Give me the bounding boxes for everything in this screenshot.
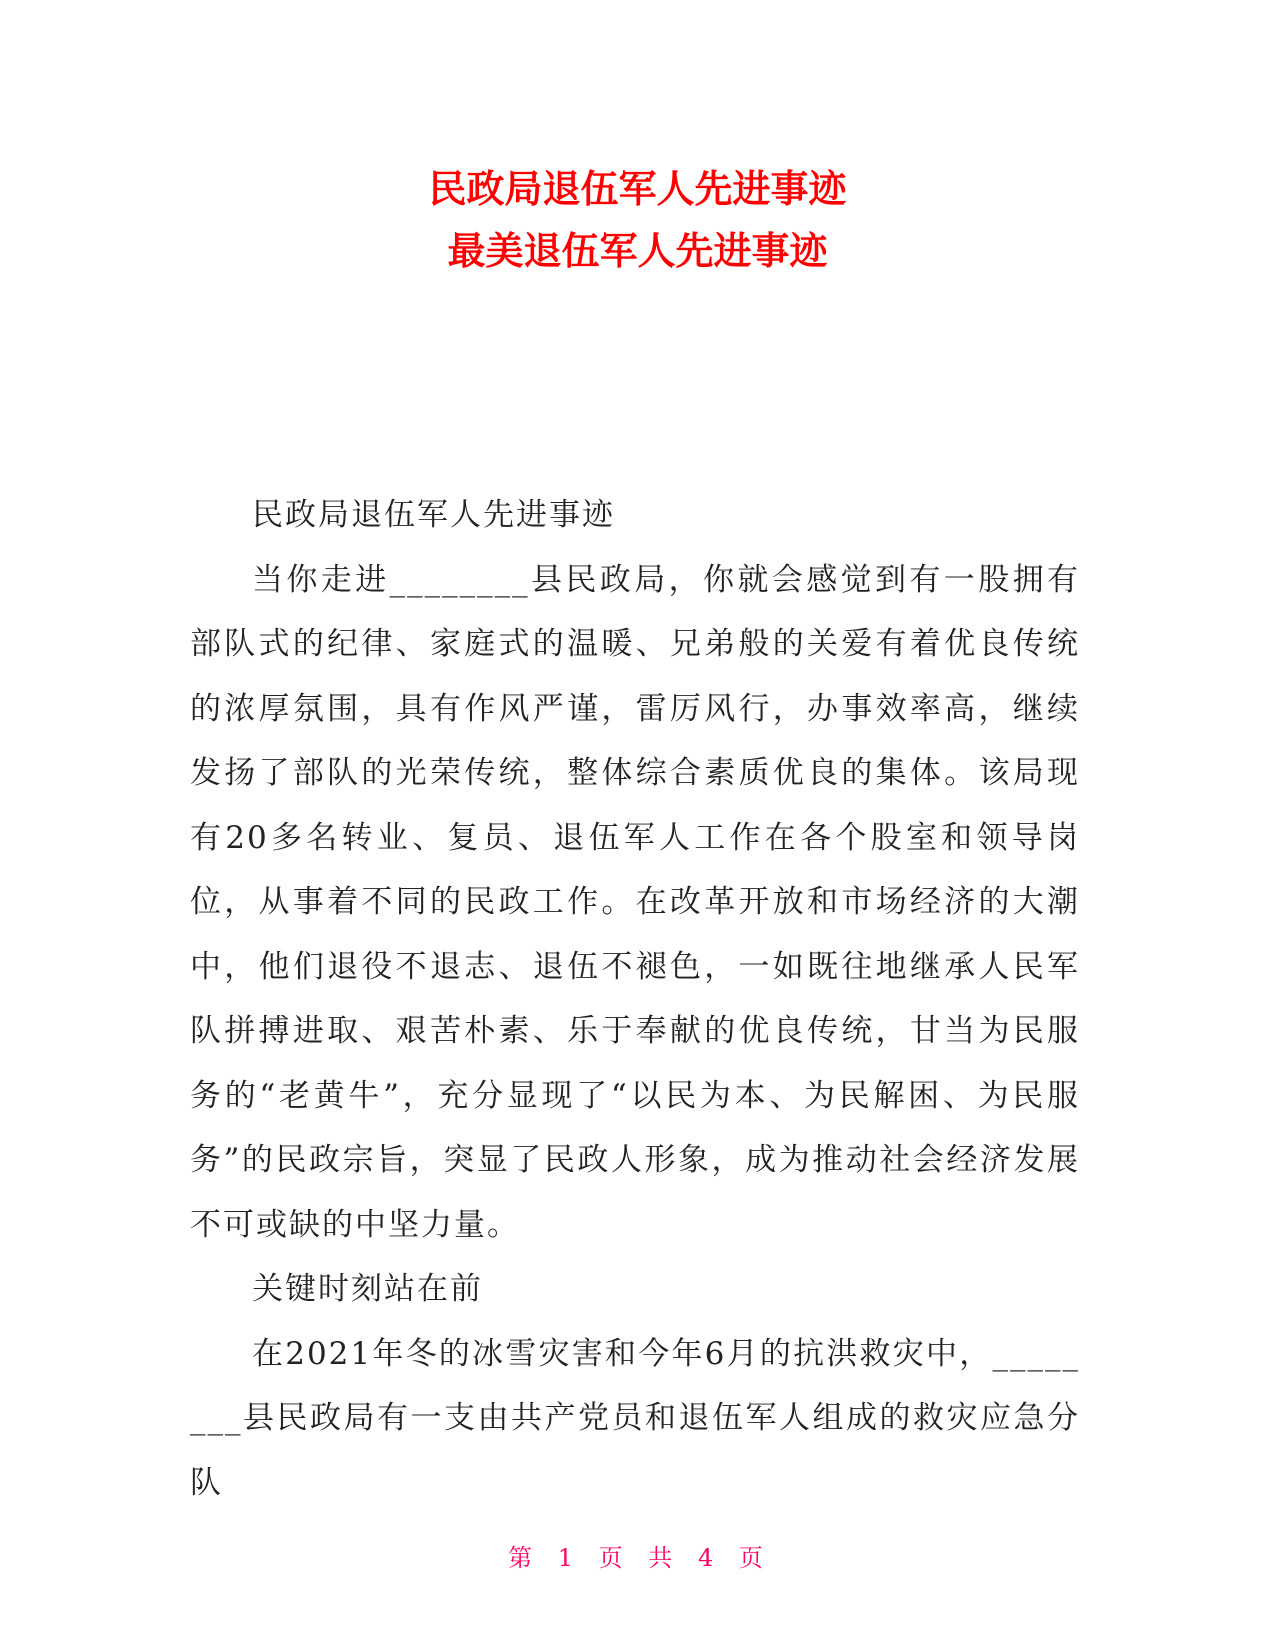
paragraph-intro: 当你走进________县民政局，你就会感觉到有一股拥有部队式的纪律、家庭式的温暖、兄弟般的关爱有着优良传统的浓厚氛围，具有作风严谨，雷厉风行，办事效率高，继续发扬了部队的光荣传统，整体综合素质优良的集体。该局现有20多名转业、复员、退伍军人工作在各个股室和领导岗位，从事着不同的民政工作。在改革开放和市场经济的大潮中，他们退役不退志、退伍不褪色，一如既往地继承人民军队拼搏进取、艰苦朴素、乐于奉献的优良传统，甘当为民服务的“老黄牛”，充分显现了“以民为本、为民解困、为民服务”的民政宗旨，突显了民政人形象，成为推动社会经济发展不可或缺的中坚力量。 bbox=[190, 561, 1080, 1243]
section-heading: 关键时刻站在前 bbox=[252, 1271, 483, 1307]
document-title-block bbox=[0, 158, 1275, 282]
page-number-footer: 第 1 页 共 4 页 bbox=[508, 1544, 767, 1572]
paragraph-heading: 民政局退伍军人先进事迹 bbox=[252, 497, 615, 533]
document-subtitle: 最美退伍军人先进事迹 bbox=[447, 229, 828, 273]
paragraph-disaster-relief: 在2021年冬的冰雪灾害和今年6月的抗洪救灾中，________县民政局有一支由共产党员和退伍军人组成的救灾应急分队 bbox=[190, 1335, 1080, 1501]
document-body bbox=[190, 483, 1080, 1515]
document-title: 民政局退伍军人先进事迹 bbox=[428, 167, 847, 211]
